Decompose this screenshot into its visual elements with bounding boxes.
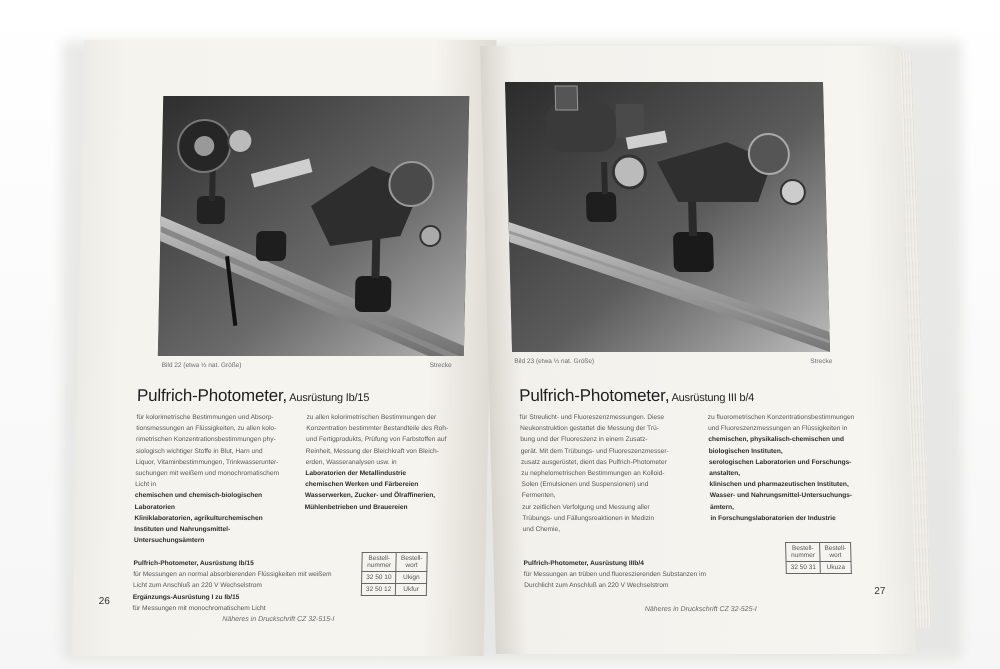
order-info-right bbox=[523, 558, 774, 592]
product-title-main: Pulfrich-Photometer, bbox=[136, 386, 288, 405]
page-number-right: 27 bbox=[874, 586, 886, 597]
table-header: Bestell- wort bbox=[396, 553, 427, 572]
bold-line: chemischen und chemisch-biologischen bbox=[134, 492, 263, 500]
text-line: zusatz ausgerüstet, dient das Pulfrich-Photometer bbox=[520, 458, 667, 466]
bold-line: Kliniklaboratorien, agrikulturchemischen bbox=[134, 514, 263, 522]
text-line: Trübungs- und Fällungsreaktionen in Medizin bbox=[522, 514, 655, 522]
reference-note-left: Näheres in Druckschrift CZ 32-515-I bbox=[222, 616, 335, 623]
product-title-right bbox=[519, 386, 754, 406]
table-header-row bbox=[362, 553, 427, 572]
order-item-desc: für Messungen an normal absorbierenden Flüssigkeiten mit weißem bbox=[133, 571, 332, 579]
order-item-title: Pulfrich-Photometer, Ausrüstung IIIb/4 bbox=[523, 560, 644, 567]
order-item-desc: Durchlicht zum Anschluß an 220 V Wechselstrom bbox=[524, 582, 669, 590]
table-header: Bestell- wort bbox=[820, 543, 851, 562]
table-cell: Ukuza bbox=[820, 562, 851, 574]
text-line: zu fluorometrischen Konzentrationsbestimmungen bbox=[707, 414, 855, 421]
bold-line: biologischen Instituten, bbox=[708, 447, 783, 455]
product-title-main: Pulfrich-Photometer, bbox=[518, 386, 670, 405]
text-line: und Fertigprodukts, Prüfung von Farbstoffen auf bbox=[306, 436, 447, 444]
description-column-1-left bbox=[134, 412, 302, 546]
product-title-sub: Ausrüstung III b/4 bbox=[669, 392, 755, 404]
text-line: für kolorimetrische Bestimmungen und Absorp- bbox=[136, 414, 274, 421]
bold-line: ämtern, bbox=[710, 503, 735, 511]
order-table-right bbox=[785, 542, 852, 574]
bold-line: Untersuchungsämtern bbox=[133, 537, 205, 545]
bold-line: anstalten, bbox=[709, 470, 741, 478]
bold-line: Instituten und Nahrungsmittel- bbox=[134, 526, 231, 534]
text-line: gerät. Mit dem Trübungs- und Fluoreszenzmesser- bbox=[520, 447, 669, 455]
text-line: Solen (Emulsionen und Suspensionen) und bbox=[521, 481, 649, 489]
photometer-illustration-right bbox=[505, 82, 830, 352]
text-line: tionsmessungen an Flüssigkeiten, zu allen kolo- bbox=[136, 425, 277, 433]
table-row bbox=[786, 562, 851, 574]
bold-line: Laboratorien bbox=[134, 503, 176, 511]
text-line: zu nephelometrischen Bestimmungen an Kolloid- bbox=[521, 470, 665, 478]
description-column-2-right bbox=[708, 412, 891, 524]
order-item-desc: für Messungen an trüben und fluoreszierenden Substanzen im bbox=[523, 571, 707, 579]
table-header-row bbox=[786, 543, 851, 562]
text-line: zu allen kolorimetrischen Bestimmungen der bbox=[306, 414, 437, 421]
bold-line: chemischen Werken und Färbereien bbox=[305, 481, 419, 489]
text-line: Fermenten, bbox=[521, 492, 556, 500]
text-line: Konzentration bestimmter Bestandteile des Roh- bbox=[306, 425, 449, 433]
bold-line: Wasser- und Nahrungsmittel-Untersuchungs- bbox=[709, 492, 853, 500]
table-cell: Ukfur bbox=[396, 584, 427, 596]
text-line: Neukonstruktion gestattet die Messung der Trü- bbox=[519, 425, 660, 433]
bold-line: in Forschungslaboratorien der Industrie bbox=[710, 514, 836, 522]
text-line: suchungen mit weißem und monochromatischem bbox=[135, 470, 280, 478]
text-line: für Streulicht- und Fluoreszenzmessungen. Diese bbox=[519, 414, 665, 421]
figure-credit-right: Strecke bbox=[810, 358, 833, 365]
bold-line: Mühlenbetrieben und Brauereien bbox=[304, 503, 408, 511]
text-line: rimetrischen Konzentrationsbestimmungen phy- bbox=[136, 436, 276, 444]
photometer-illustration-left bbox=[158, 96, 469, 356]
description-column-1-right bbox=[520, 412, 703, 535]
order-item-desc: Licht zum Anschluß an 220 V Wechselstrom bbox=[132, 582, 262, 590]
figure-credit-left: Strecke bbox=[429, 362, 452, 369]
text-line: erden, Wasseranalysen usw. in bbox=[305, 458, 397, 466]
text-line: Reinheit, Messung der Bleichkraft von Bleich- bbox=[305, 447, 439, 455]
bold-line: serologischen Laboratorien und Forschungs- bbox=[708, 458, 852, 466]
order-item-title: Pulfrich-Photometer, Ausrüstung Ib/15 bbox=[133, 560, 254, 567]
text-line: und Fluoreszenzmessungen an Flüssigkeiten in bbox=[707, 425, 848, 433]
bold-line: klinischen und pharmazeutischen Instituten, bbox=[709, 481, 849, 489]
table-header: Bestell- nummer bbox=[362, 553, 397, 572]
bold-line: Wasserwerken, Zucker- und Ölraffinerien, bbox=[304, 492, 436, 500]
product-title-left bbox=[137, 386, 370, 406]
table-row bbox=[361, 584, 426, 596]
text-line: zur zeitlichen Verfolgung und Messung aller bbox=[522, 503, 650, 511]
table-cell: 32 50 10 bbox=[362, 572, 397, 584]
text-line: Liquor, Vitaminbestimmungen, Trinkwasserunter- bbox=[135, 458, 279, 466]
text-line: siologisch wichtiger Stoffe in Blut, Harn und bbox=[135, 447, 263, 455]
table-header: Bestell- nummer bbox=[786, 543, 821, 562]
table-row bbox=[362, 572, 427, 584]
photometer-photo-left bbox=[158, 96, 469, 356]
figure-caption-right: Bild 23 (etwa ⅓ nat. Größe) bbox=[514, 358, 595, 365]
figure-caption-left: Bild 22 (etwa ½ nat. Größe) bbox=[161, 362, 242, 369]
order-table-left bbox=[361, 552, 428, 596]
table-cell: 32 50 31 bbox=[786, 562, 821, 574]
table-cell: Ukign bbox=[396, 572, 427, 584]
bold-line: chemischen, physikalisch-chemischen und bbox=[708, 436, 845, 444]
left-page bbox=[72, 40, 497, 656]
text-line: bung und der Fluoreszenz in einem Zusatz- bbox=[520, 436, 648, 444]
order-item-title: Ergänzungs-Ausrüstung I zu Ib/15 bbox=[132, 593, 240, 601]
order-item-desc: für Messungen mit monochromatischem Licht bbox=[132, 604, 266, 612]
product-title-sub: Ausrüstung Ib/15 bbox=[286, 392, 370, 404]
text-line: und Chemie, bbox=[522, 526, 561, 534]
right-page bbox=[480, 46, 916, 654]
order-info-left bbox=[132, 558, 373, 614]
page-number-left: 26 bbox=[98, 596, 110, 607]
photometer-photo-right bbox=[505, 82, 830, 352]
reference-note-right: Näheres in Druckschrift CZ 32-525-I bbox=[644, 606, 757, 613]
text-line: Licht in bbox=[135, 481, 157, 489]
bold-line: Laboratorien der Metallindustrie bbox=[305, 470, 407, 478]
table-cell: 32 50 12 bbox=[361, 584, 396, 596]
description-column-2-left bbox=[305, 412, 467, 513]
